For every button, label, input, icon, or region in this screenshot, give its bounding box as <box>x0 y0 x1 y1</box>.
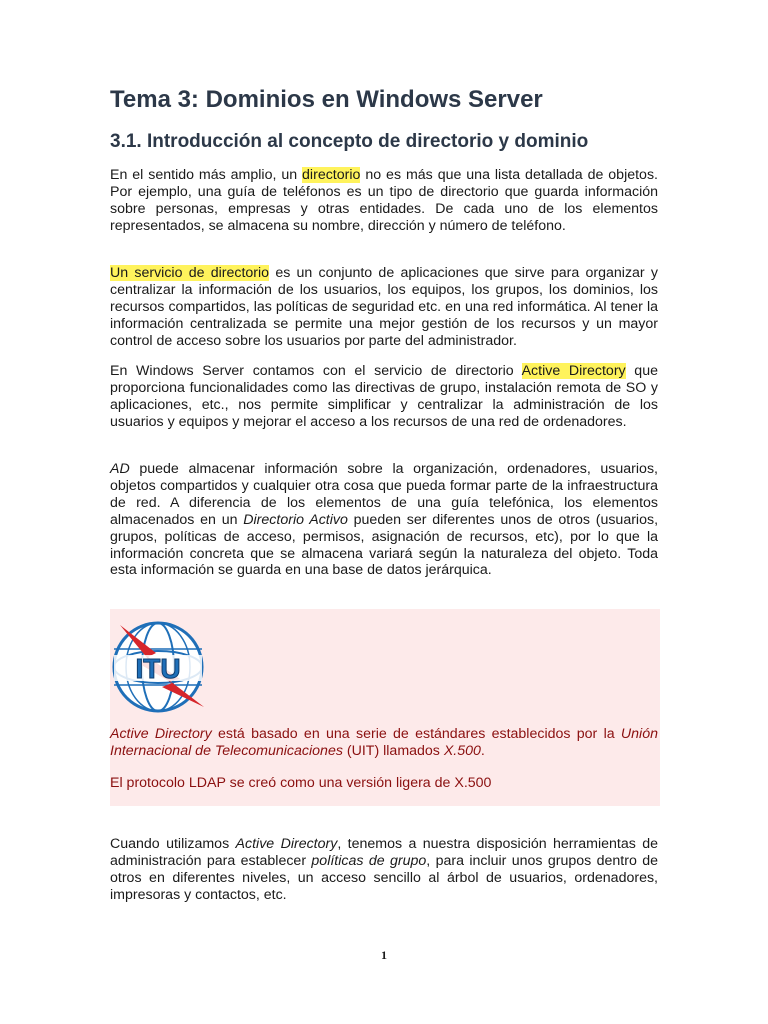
page-number: 1 <box>381 948 387 962</box>
section-heading: 3.1. Introducción al concepto de directorio y dominio <box>110 131 589 152</box>
svg-text:ITU: ITU <box>135 653 181 684</box>
paragraph-ad: AD puede almacenar información sobre la organización, ordenadores, usuarios, objetos compartidos y cualquier otra cosa que pueda formar parte de la infraestructura de red. A diferencia de los elementos de una guía telefónica, los elementos almacenados en un Directorio Activo pueden ser diferentes unos de otros (usuarios, grupos, políticas de acceso, permisos, asignación de recursos, etc), por lo que la información concreta que se almacena variará según la naturaleza del objeto. Toda esta información se guarda en una base de datos jerárquica. <box>110 461 659 579</box>
highlight-servicio-directorio: Un servicio de directorio <box>110 265 270 281</box>
paragraph-servicio-directorio: Un servicio de directorio es un conjunto de aplicaciones que sirve para organizar y centralizar la información de los usuarios, los equipos, los grupos, los dominios, los recursos compartidos, las políticas de seguridad etc. en una red informática. Al tener la información centralizada se permite una mejor gestión de los recursos y un mayor control de acceso sobre los usuarios por parte del administrador. <box>110 265 658 349</box>
itu-logo <box>110 619 206 715</box>
paragraph-directorio: En el sentido más amplio, un directorio no es más que una lista detallada de objetos. Por ejemplo, una guía de teléfonos es un tipo de directorio que guarda información sobre personas, empresas y otras entidades. De cada uno de los elementos representados, se almacena su nombre, dirección y número de teléfono. <box>110 167 658 234</box>
highlight-directorio: directorio <box>302 167 361 183</box>
itu-callout-box <box>110 609 660 806</box>
paragraph-windows-server: En Windows Server contamos con el servicio de directorio Active Directory que proporciona funcionalidades como las directivas de grupo, instalación remota de SO y aplicaciones, etc., nos permite simplificar y centralizar la administración de los usuarios y equipos y mejorar el acceso a los recursos de una red de ordenadores. <box>110 363 658 430</box>
callout-x500-text: Active Directory está basado en una serie de estándares establecidos por la Unión Internacional de Telecomunicaciones (UIT) llamados X.500. <box>110 726 658 759</box>
callout-ldap-text: El protocolo LDAP se creó como una versión ligera de X.500 <box>110 775 492 791</box>
highlight-active-directory: Active Directory <box>521 363 626 379</box>
paragraph-herramientas: Cuando utilizamos Active Directory, tenemos a nuestra disposición herramientas de administración para establecer políticas de grupo, para incluir unos grupos dentro de otros en diferentes niveles, un acceso sencillo al árbol de usuarios, ordenadores, impresoras y contactos, etc. <box>110 836 658 903</box>
page-title: Tema 3: Dominios en Windows Server <box>110 86 543 113</box>
